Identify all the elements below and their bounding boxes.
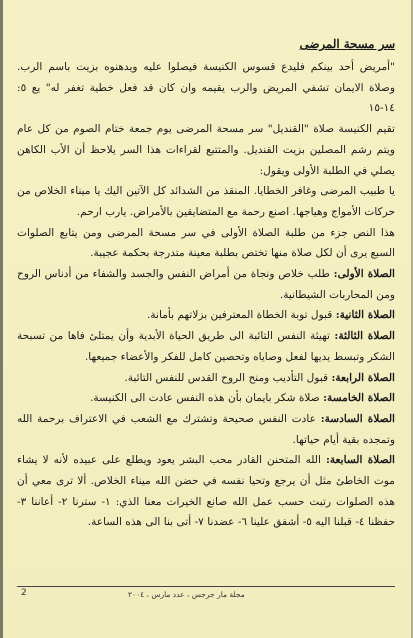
prayer-description: تهيئة النفس التائبة الى طريق الحياة الأبدية وأن يمتلئ فاها من تسبحة الشكر وتبسط يديها لفعل وصاياه وتحصين كامل للفكر والأعضاء جميعها.	[17, 330, 395, 363]
prayer-item-1	[17, 264, 395, 305]
prayer-item-6	[17, 409, 395, 450]
prayer-description: صلاة شكر بايمان بأن هذه النفس عادت الى الكنيسة.	[90, 392, 320, 405]
prayer-item-7	[17, 450, 395, 533]
prayer-description: الله المتحنن القادر محب البشر يعود ويطلع على عبيده لأنه لا يشاء موت الخاطئ مثل أن يرجع وتحيا نفسه في حضن الله ميناء الخلاص. ألا ترى معي أن هذه الصلوات رتبت حسب عمل الله صانع الخيرات معنا الذي: ١- سترنا ٢- أعاننا ٣- حفظنا ٤- قبلنا اليه ٥- أشفق علينا ٦- عضدنا ٧- أتى بنا الى هذه الساعة.	[17, 454, 395, 529]
prayer-text: يا طبيب المرضى وغافر الخطايا. المنقذ من الشدائد كل الآتين اليك يا ميناء الخلاص من حركات الأمواج وهياجها. اصنع رحمة مع المتضايقين بالأمراض. يارب ارحم.	[17, 185, 395, 218]
article-title: سر مسحة المرضى	[299, 37, 395, 51]
prayer-description: عادت النفس صحيحة وتشترك مع الشعب في الاعتراف برحمة الله وتمجده بقية أيام حياتها.	[17, 412, 395, 446]
prayer-label: الصلاة الثانية:	[335, 309, 395, 322]
prayer-description: قبول توبة الخطاة المعترفين بزلاتهم بأمانة.	[147, 309, 333, 322]
rite-paragraph: تقيم الكنيسة صلاة "القنديل" سر مسحة المرضى يوم جمعة ختام الصوم من كل عام ويتم رشم المصلين بزيت القنديل. والمتتبع لقراءات هذا السر يلاحظ أن الأب الكاهن يصلي في الطلبة الأولى ويقول:	[17, 123, 395, 177]
prayer-label: الصلاة الرابعة:	[331, 371, 395, 384]
prayer-label: الصلاة الخامسة:	[323, 392, 395, 405]
page-number: 2	[21, 588, 27, 598]
prayer-label: الصلاة السابعة:	[325, 454, 395, 467]
prayer-label: الصلاة السادسة:	[320, 412, 395, 425]
footer-divider	[17, 586, 395, 587]
page-footer	[3, 582, 411, 612]
prayer-description: قبول التأديب ومنح الروح القدس للنفس التائبة.	[124, 371, 329, 384]
prayer-item-3	[17, 326, 395, 367]
prayer-item-5	[17, 388, 395, 409]
prayer-item-4	[17, 368, 395, 389]
note-paragraph: هذا النص جزء من طلبة الصلاة الأولى في سر مسحة المرضى ومن يتابع الصلوات السبع يرى أن لكل صلاة منها تختص بطلبة معينة متدرجة بحكمة عجيبة.	[17, 226, 395, 260]
prayer-item-2	[17, 305, 395, 326]
prayer-description: طلب خلاص ونجاة من أمراض النفس والجسد والشفاء من أدناس الروح ومن المحاربات الشيطانية.	[17, 268, 395, 301]
footer-source: مجلة مار جرجس ، عدد مارس ، ٢٠٠٤	[128, 590, 245, 599]
prayer-label: الصلاة الثالثة:	[334, 330, 396, 343]
article-body	[17, 34, 395, 533]
scripture-quote: "أمريض أحد بينكم فليدع قسوس الكنيسة فيصلوا عليه ويدهنوه بزيت باسم الرب. وصلاة الايمان تشفي المريض والرب يقيمه وان كان قد فعل خطية تغفر له" يع ٥: ١٤-١٥	[17, 61, 395, 115]
prayer-label: الصلاة الأولى:	[333, 268, 395, 281]
